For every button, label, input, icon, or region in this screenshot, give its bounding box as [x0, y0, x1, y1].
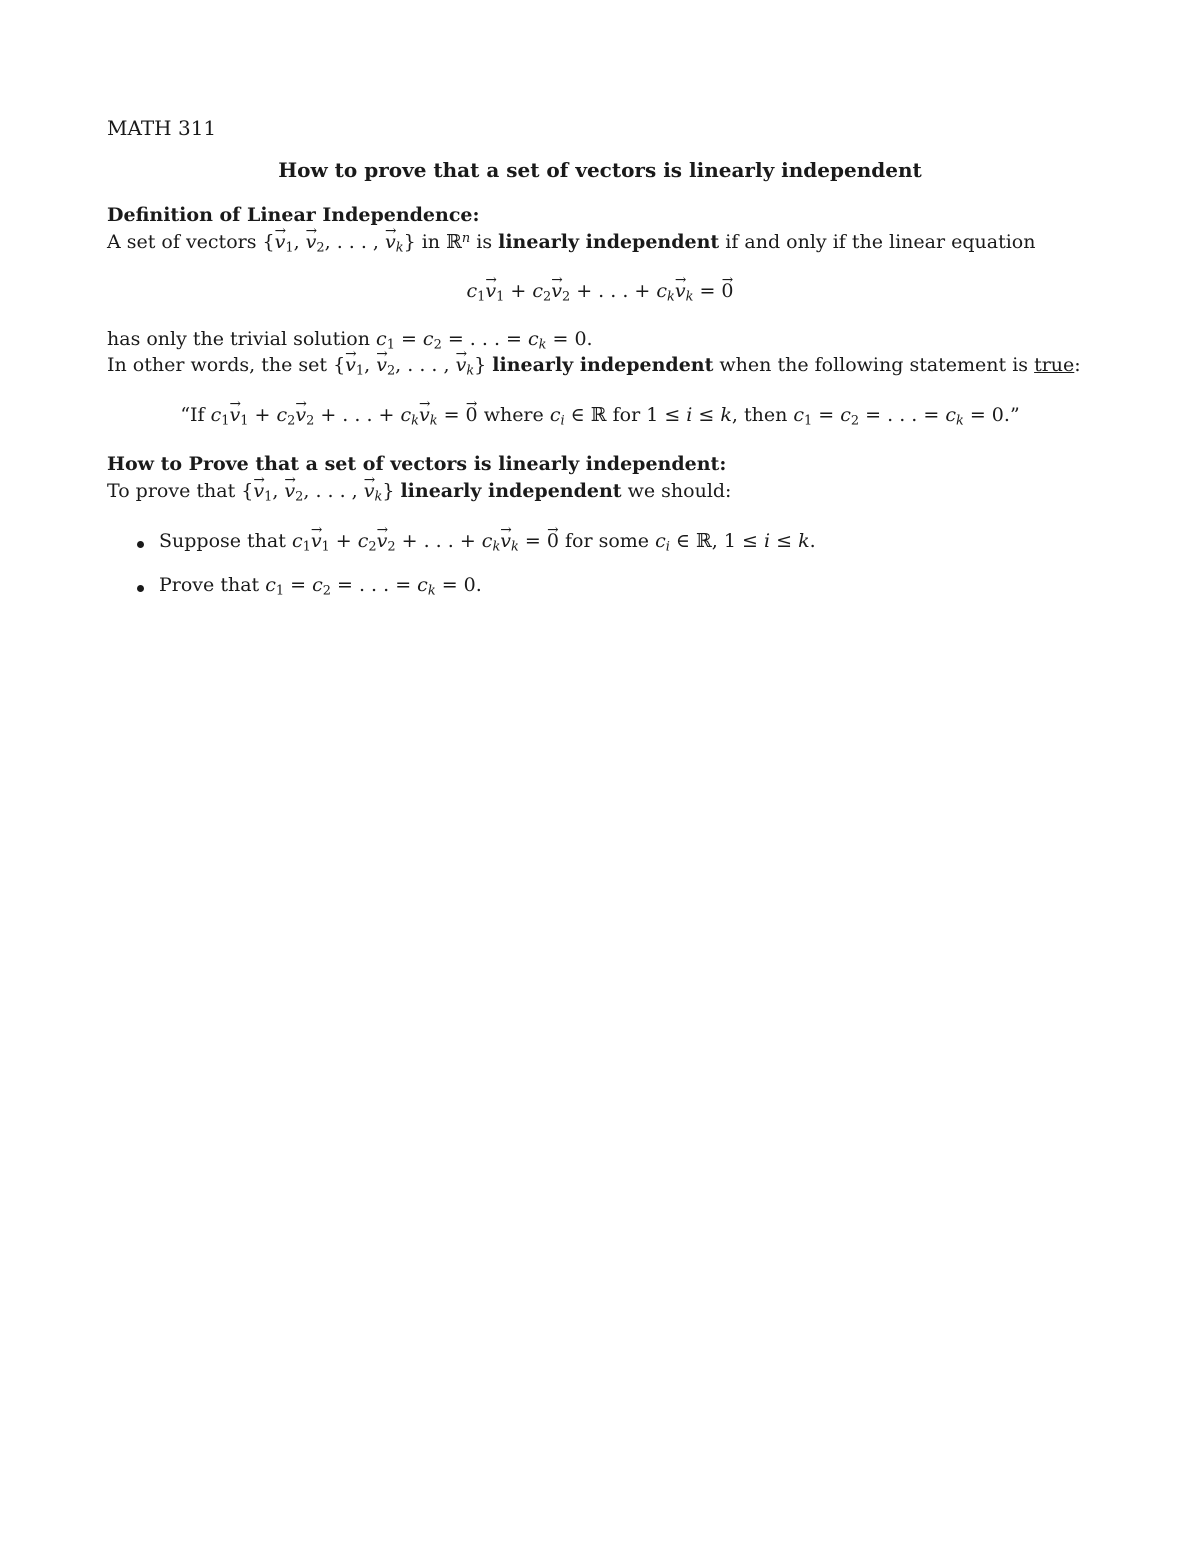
bullet-for-some-text: for some	[564, 530, 650, 552]
quote-open-text: “If	[180, 404, 205, 426]
definition-in-text: in	[421, 231, 441, 253]
prove-heading: How to Prove that a set of vectors is linearly independent:	[107, 453, 727, 475]
other-words-after-text: when the following statement is	[719, 354, 1029, 376]
bullet-text: Suppose that	[159, 530, 286, 552]
definition-is-text: is	[476, 231, 493, 253]
definition-intro-text: A set of vectors	[107, 231, 257, 253]
space-formula: ℝ$^n$	[446, 231, 471, 253]
vector-set-formula: {→ $v_1$, → $v_2$, . . . , → $v_k$}	[263, 231, 416, 253]
trivial-solution-formula: $c_1 = c_2$ = . . . = $c_k = 0$.	[376, 328, 593, 353]
vector-set-formula: {→ $v_1$, → $v_2$, . . . , → $v_k$}	[333, 354, 486, 376]
course-label: MATH 311	[107, 116, 217, 140]
quote-close-text: .”	[1003, 404, 1020, 426]
other-words-line: In other words, the set {→ $v_1$, → $v_2$, . . . , → $v_k$} linearly independent when the following statement is true:	[107, 354, 1081, 376]
list-item: Prove that $c_1 = c_2$ = . . . = $c_k = 0$.	[137, 574, 816, 596]
quote-for-text: for	[612, 404, 641, 426]
proof-steps-list	[137, 530, 816, 599]
term-linearly-independent: linearly independent	[400, 480, 622, 502]
term-linearly-independent: linearly independent	[492, 354, 714, 376]
quote-then-text: , then	[731, 404, 788, 426]
term-linearly-independent: linearly independent	[498, 231, 720, 253]
true-word: true	[1034, 354, 1075, 376]
vector-set-formula: {→ $v_1$, → $v_2$, . . . , → $v_k$}	[241, 480, 394, 502]
quoted-statement: “If $c_1\to v_1 + c_2\to v_2$ + . . . + $c_k\to v_k$ = → 0 where $c_i$ ∈ ℝ for 1 ≤ i ≤ k, then $c_1 = c_2$ = . . . = $c_k = 0$.”	[0, 404, 1200, 426]
prove-intro-line	[107, 480, 732, 505]
prove-intro-after-text: we should:	[627, 480, 732, 502]
bullet-icon	[137, 541, 144, 548]
page-title: How to prove that a set of vectors is linearly independent	[278, 158, 922, 182]
definition-after-text: if and only if the linear equation	[725, 231, 1036, 253]
quote-where-text: where	[483, 404, 544, 426]
linear-equation: $c_1\to v_1 + c_2\to v_2$ + . . . + $c_k\to v_k$ = → 0	[0, 280, 1200, 302]
definition-sentence	[107, 231, 1036, 256]
bullet-icon	[137, 585, 144, 592]
definition-heading: Definition of Linear Independence:	[107, 204, 480, 226]
prove-intro-text: To prove that	[107, 480, 236, 502]
list-item: Suppose that $c_1\to v_1 + c_2\to v_2$ + . . . + $c_k\to v_k$ = → 0 for some $c_i$ ∈ ℝ, 1 ≤ i ≤ k.	[137, 530, 816, 574]
trivial-solution-text: has only the trivial solution	[107, 328, 370, 350]
other-words-text: In other words, the set	[107, 354, 328, 376]
bullet-text: Prove that	[159, 574, 260, 596]
